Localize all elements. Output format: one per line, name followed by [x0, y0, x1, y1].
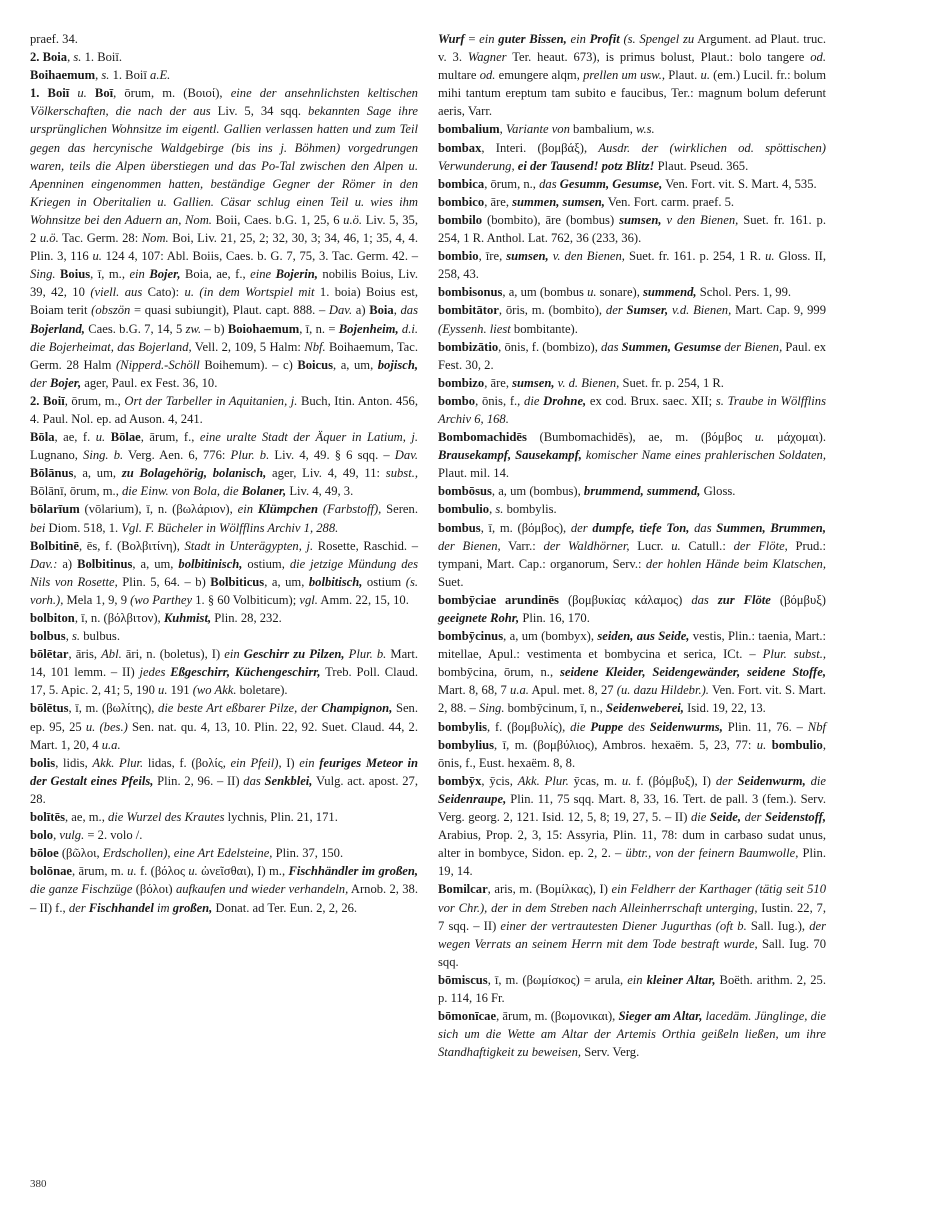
- dictionary-entry: bombizo, āre, sumsen, v. d. Bienen, Suet. fr. p. 254, 1 R.: [438, 375, 724, 390]
- dictionary-entry: bolo, vulg. = 2. volo /.: [30, 828, 143, 843]
- dictionary-entry: bolbus, s. bulbus.: [30, 629, 120, 644]
- dictionary-entry: bōmiscus, ī, m. (βωμίσκος) = arula, ein kleiner Altar, Boëth. arithm. 2, 25. p. 114, 16 Fr.: [438, 972, 826, 1005]
- dictionary-entry: bōlētar, āris, Abl. āri, n. (boletus), I) ein Geschirr zu Pilzen, Plur. b. Mart. 14, 101 lemm. – II) jedes Eßgeschirr, Küchengeschirr, Treb. Poll. Claud. 17, 5. Apic. 2, 41; 5, 190 u. 191 (wo Akk. boletare).: [30, 647, 419, 698]
- dictionary-entry: 1. Boiī u. Boī, ōrum, m. (Βοιοί), eine der ansehnlichsten keltischen Völkerschaften, die nach der aus Liv. 5, 34 sqq. bekannten Sage ihre ursprünglichen Wohnsitze im eigentl. Gallien verlassen hatten und zum Teil gegen das hercynische Waldgebirge (bis ins j. Böhmen) vorgedrungen waren, teils die Alpen überstiegen und das Po-Tal zwischen den Alpen u. Apenninen eingenommen hatten, beständige Gegner der Römer in den Kriegen in Oberitalien u. Gallien. Cäsar schlug einen Teil u. wies ihm Wohnsitze bei den Aduern an, Nom. Boii, Caes. b.G. 1, 25, 6 u.ö. Liv. 5, 35, 2 u.ö. Tac. Germ. 28: Nom. Boi, Liv. 21, 25, 2; 32, 30, 3; 34, 46, 1; 35, 4, 4. Plin. 3, 116 u. 124 4, 107: Abl. Boiis, Caes. b. G. 7, 75, 3. Tac. Germ. 42. – Sing. Boius, ī, m., ein Bojer, Boia, ae, f., eine Bojerin, nobilis Boius, Liv. 39, 42, 10 (viell. aus Cato): u. (in dem Wortspiel mit 1. boia) Boius est, Boiam terit (obszön = quasi subiungit), Plaut. capt. 888. – Dav. a) Boia, das Bojerland, Caes. b.G. 7, 14, 5 zw. – b) Boiohaemum, ī, n. = Bojenheim, d.i. die Bojerheimat, das Bojerland, Vell. 2, 109, 5 Halm: Nbf. Boihaemum, Tac. Germ. 28 Halm (Nipperd.-Schöll Boihemum). – c) Boicus, a, um, bojisch, der Bojer, ager, Paul. ex Fest. 36, 10.: [30, 86, 419, 390]
- dictionary-entry: bolītēs, ae, m., die Wurzel des Krautes lychnis, Plin. 21, 171.: [30, 810, 338, 825]
- dictionary-entry: bombisonus, a, um (bombus u. sonare), summend, Schol. Pers. 1, 99.: [438, 285, 792, 300]
- dictionary-entry: bōlarīum (vōlarium), ī, n. (βωλάριον), ein Klümpchen (Farbstoff), Seren. bei Diom. 518, 1. Vgl. F. Bücheler in Wölfflins Archiv 1, 288.: [30, 502, 418, 535]
- dictionary-entry: bombȳcinus, a, um (bombyx), seiden, aus Seide, vestis, Plin.: taenia, Mart.: mitellae, Apul.: vestimenta et bombycina et serica, ICt. – Plur. subst., bombȳcina, ōrum, n., seidene Kleider, Seidengewänder, seidene Stoffe, Mart. 8, 68, 7 u.a. Apul. met. 8, 27 (u. dazu Hildebr.). Ven. Fort. vit. S. Mart. 2, 88. – Sing. bombȳcinum, ī, n., Seidenweberei, Isid. 19, 22, 13.: [438, 629, 827, 716]
- dictionary-entry: Bomilcar, aris, m. (Βομίλκας), I) ein Feldherr der Karthager (tätig seit 510 vor Chr.), der in dem Streben nach Alleinherrschaft unterging, Iustin. 22, 7, 7 sqq. – II) einer der vertrautesten Diener Jugurthas (oft b. Sall. Iug.), der wegen Verrats an seinem Herrn mit dem Tode bestraft wurde, Sall. Iug. 70 sqq.: [438, 882, 827, 969]
- dictionary-entry: bolōnae, ārum, m. u. f. (βόλος u. ὠνεῖσθαι), I) m., Fischhändler im großen, die ganze Fischzüge (βόλοι) aufkaufen und wieder verhandeln, Arnob. 2, 38. – II) f., der Fischhandel im großen, Donat. ad Ter. Eun. 2, 2, 26.: [30, 864, 418, 915]
- left-column: [30, 30, 418, 917]
- dictionary-entry: 2. Boia, s. 1. Boiī.: [30, 50, 123, 65]
- dictionary-entry: bombȳx, ȳcis, Akk. Plur. ȳcas, m. u. f. (βόμβυξ), I) der Seidenwurm, die Seidenraupe, Plin. 11, 75 sqq. Mart. 8, 33, 16. Tert. de pall. 3 (fem.). Serv. Verg. georg. 2, 121. Isid. 12, 5, 8; 19, 27, 5. – II) die Seide, der Seidenstoff, Arabius, Prop. 2, 3, 15: Assyria, Plin. 11, 78: dum in carbaso sudat unus, alter in bombyce, Sidon. ep. 2, 2. – übtr., von der feinern Baumwolle, Plin. 19, 14.: [438, 773, 827, 879]
- dictionary-entry: Bolbitinē, ēs, f. (Βολβιτίνη), Stadt in Unterägypten, j. Rosette, Raschid. – Dav.: a) Bolbitinus, a, um, bolbitinisch, ostium, die jetzige Mündung des Nils von Rosette, Plin. 5, 64. – b) Bolbiticus, a, um, bolbitisch, ostium (s. vorh.), Mela 1, 9, 9 (wo Parthey 1. § 60 Volbiticum); vgl. Amm. 22, 15, 10.: [30, 538, 419, 607]
- dictionary-entry: bombalium, Variante von bambalium, w.s.: [438, 122, 655, 137]
- dictionary-entry: bombitātor, ōris, m. (bombito), der Sumser, v.d. Bienen, Mart. Cap. 9, 999 (Eyssenh. liest bombitante).: [438, 303, 826, 336]
- dictionary-entry: bōloe (βῶλοι, Erdschollen), eine Art Edelsteine, Plin. 37, 150.: [30, 846, 344, 861]
- dictionary-entry: Boihaemum, s. 1. Boiī a.E.: [30, 68, 171, 83]
- dictionary-entry: bombȳciae arundinēs (βομβυκίας κάλαμος) das zur Flöte (βόμβυξ) geeignete Rohr, Plin. 16, 170.: [438, 592, 826, 625]
- dictionary-entry: bombio, īre, sumsen, v. den Bienen, Suet. fr. 161. p. 254, 1 R. u. Gloss. II, 258, 43.: [438, 249, 826, 282]
- dictionary-entry: Bōla, ae, f. u. Bōlae, ārum, f., eine uralte Stadt der Äquer in Latium, j. Lugnano, Sing. b. Verg. Aen. 6, 776: Plur. b. Liv. 4, 49. § 6 sqq. – Dav. Bōlānus, a, um, zu Bolagehörig, bolanisch, ager, Liv. 4, 49, 11: subst., Bōlānī, ōrum, m., die Einw. von Bola, die Bolaner, Liv. 4, 49, 3.: [30, 430, 418, 499]
- dictionary-entry: bombōsus, a, um (bombus), brummend, summend, Gloss.: [438, 484, 736, 499]
- dictionary-entry: bombica, ōrum, n., das Gesumm, Gesumse, Ven. Fort. vit. S. Mart. 4, 535.: [438, 176, 817, 191]
- dictionary-entry: praef. 34.: [30, 32, 78, 46]
- dictionary-entry: bōmonīcae, ārum, m. (βωμονικαι), Sieger am Altar, lacedäm. Jünglinge, die sich um die Wette am Altar der Artemis Orthia geißeln ließen, um ihre Standhaftigkeit zu beweisen, Serv. Verg.: [438, 1009, 826, 1060]
- page-number: 380: [30, 1178, 47, 1190]
- dictionary-entry: bombo, ōnis, f., die Drohne, ex cod. Brux. saec. XII; s. Traube in Wölfflins Archiv 6, 168.: [438, 393, 827, 426]
- dictionary-entry: bombico, āre, summen, sumsen, Ven. Fort. carm. praef. 5.: [438, 194, 735, 209]
- dictionary-entry: bombizātio, ōnis, f. (bombizo), das Summen, Gesumse der Bienen, Paul. ex Fest. 30, 2.: [438, 339, 826, 372]
- dictionary-entry: bombilo (bombito), āre (bombus) sumsen, v den Bienen, Suet. fr. 161. p. 254, 1 R. Anthol. Lat. 762, 36 (233, 36).: [438, 212, 826, 246]
- dictionary-entry: bolis, lidis, Akk. Plur. lidas, f. (βολίς, ein Pfeil), I) ein feuriges Meteor in der Gestalt eines Pfeils, Plin. 2, 96. – II) das Senkblei, Vulg. act. apost. 27, 28.: [30, 755, 419, 806]
- dictionary-entry: Wurf = ein guter Bissen, ein Profit (s. Spengel zu Argument. ad Plaut. truc. v. 3. Wagner Ter. heaut. 673), is primus bolust, Plaut.: bolo tangere od. multare od. emungere alqm, prellen um usw., Plaut. u. (em.) Lucil. fr.: bolum mihi tantum ereptum tam subito e faucibus, Ter.: magnum bolum deferunt aeris, Varr.: [438, 32, 827, 119]
- dictionary-entry: bōlētus, ī, m. (βωλίτης), die beste Art eßbarer Pilze, der Champignon, Sen. ep. 95, 25 u. (bes.) Sen. nat. qu. 4, 13, 10. Plin. 22, 92. Suet. Claud. 44, 2. Mart. 1, 20, 4 u.a.: [30, 701, 419, 752]
- dictionary-entry: Bombomachidēs (Bumbomachidēs), ae, m. (βόμβος u. μάχομαι). Brausekampf, Sausekampf, komischer Name eines prahlerischen Soldaten, Plaut. mil. 14.: [438, 430, 826, 481]
- dictionary-entry: bombus, ī, m. (βόμβος), der dumpfe, tiefe Ton, das Summen, Brummen, der Bienen, Varr.: der Waldhörner, Lucr. u. Catull.: der Flöte, Prud.: tympani, Mart. Cap.: organorum, Serv.: der hohlen Hände beim Klatschen, Suet.: [438, 520, 826, 589]
- dictionary-entry: 2. Boiī, ōrum, m., Ort der Tarbeller in Aquitanien, j. Buch, Itin. Anton. 456, 4. Paul. Nol. ep. ad Auson. 4, 241.: [30, 393, 418, 426]
- right-column: [438, 30, 826, 1061]
- dictionary-entry: bombylis, f. (βομβυλίς), die Puppe des Seidenwurms, Plin. 11, 76. – Nbf bombylius, ī, m. (βομβύλιος), Ambros. hexaëm. 5, 23, 77: u. bombulio, ōnis, f., Eust. hexaëm. 8, 8.: [438, 719, 826, 770]
- dictionary-entry: bombax, Interi. (βομβάξ), Ausdr. der (wirklichen od. spöttischen) Verwunderung, ei der Tausend! potz Blitz! Plaut. Pseud. 365.: [438, 140, 826, 173]
- dictionary-entry: bolbiton, ī, n. (βόλβιτον), Kuhmist, Plin. 28, 232.: [30, 611, 282, 625]
- dictionary-entry: bombulio, s. bombylis.: [438, 502, 557, 517]
